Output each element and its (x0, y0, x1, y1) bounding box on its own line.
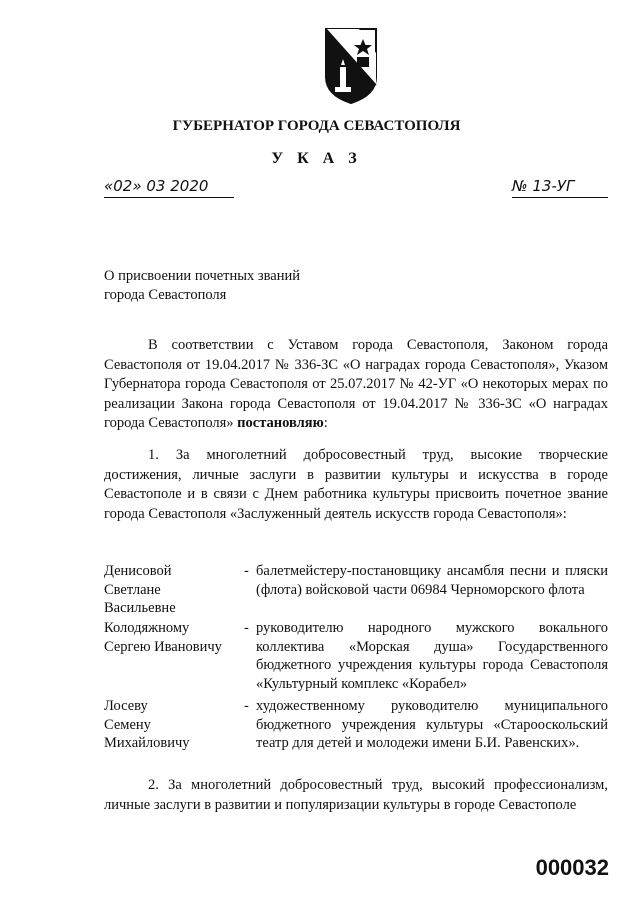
name-line: Васильевне (104, 600, 176, 616)
clause-1: 1. За многолетний добросовестный труд, высокие творческие достижения, личные заслуги в развитии культуры и искусства в городе Севастополе и в связи с Днем работника культуры присвоить почетное звание города Севастополя «Заслуженный деятель искусств города Севастополя»: (104, 447, 608, 522)
name-line: Семену (104, 716, 151, 733)
preamble-decree-word: постановляю (237, 415, 324, 431)
name-line: Светлане (104, 581, 161, 598)
name-line: Сергею Ивановичу (104, 638, 222, 655)
name-line: Михайловичу (104, 735, 190, 751)
name-line: Лосеву (104, 698, 148, 714)
coat-of-arms-icon (323, 25, 379, 105)
preamble-paragraph (104, 336, 608, 434)
subject-block (104, 267, 300, 305)
date-value: «02» 03 2020 (104, 177, 209, 195)
dash: - (244, 698, 249, 714)
name-line: Денисовой (104, 563, 172, 579)
awardee-name (104, 697, 244, 753)
document-serial-number: 000032 (535, 855, 609, 880)
clause-2: 2. За многолетний добросовестный труд, высокий профессионализм, личные заслуги в развитии и популяризации культуры в городе Севастополе (104, 777, 608, 813)
preamble-end: : (323, 415, 328, 431)
awardee-row (104, 619, 608, 697)
subject-line: О присвоении почетных званий (104, 268, 300, 284)
awardee-name (104, 619, 244, 656)
awardee-row (104, 562, 608, 620)
dash: - (244, 620, 249, 636)
dash: - (244, 563, 249, 579)
date-field (104, 177, 234, 198)
number-field (512, 177, 608, 198)
name-line: Колодяжному (104, 620, 190, 636)
number-value: № 13-УГ (512, 177, 575, 195)
awardee-row (104, 697, 608, 775)
subject-line: города Севастополя (104, 287, 227, 303)
awardee-name (104, 562, 244, 618)
issuer-title: ГУБЕРНАТОР ГОРОДА СЕВАСТОПОЛЯ (172, 118, 461, 134)
document-type: У К А З (271, 150, 362, 167)
awardee-position: руководителю народного мужского вокального коллектива «Морская душа» Государственного бюджетного учреждения культуры города Севастополя «Культурный комплекс «Корабел» (256, 620, 608, 692)
awardee-position: художественному руководителю муниципального бюджетного учреждения культуры «Старооскольский театр для детей и молодежи имени Б.И. Равенских». (256, 698, 608, 751)
preamble-text: В соответствии с Уставом города Севастополя, Законом города Севастополя от 19.04.2017 № 336-ЗС «О наградах города Севастополя», Указом Губернатора города Севастополя от 25.07.2017 № 42-УГ «О некоторых мерах по реализации Закона города Севастополя от 19.04.2017 № 336-ЗС «О наградах города Севастополя» (104, 337, 608, 431)
awardee-position: балетмейстеру-постановщику ансамбля песни и пляски (флота) войсковой части 06984 Черноморского флота (256, 563, 608, 598)
